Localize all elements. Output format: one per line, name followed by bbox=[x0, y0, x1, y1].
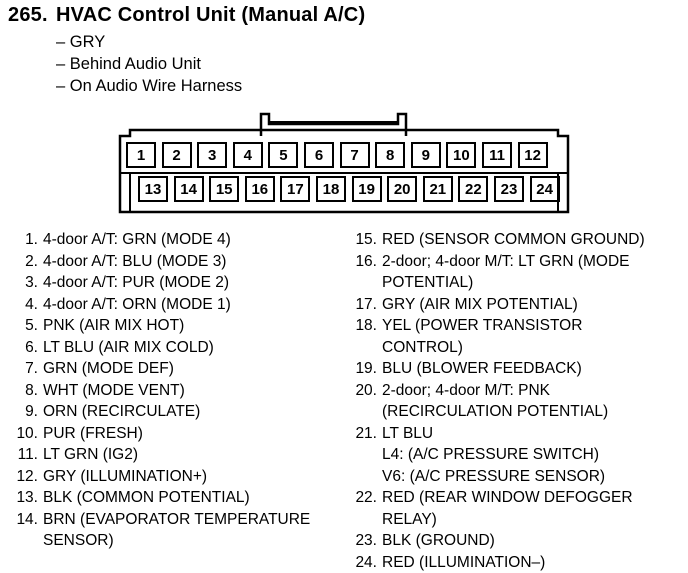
pin-item-4 bbox=[10, 294, 340, 316]
pin-cell-9: 9 bbox=[411, 142, 441, 168]
pin-description-line: L4: (A/C PRESSURE SWITCH) bbox=[382, 444, 683, 466]
pin-item-3 bbox=[10, 272, 340, 294]
pin-cell-1: 1 bbox=[126, 142, 156, 168]
pin-cell-8: 8 bbox=[375, 142, 405, 168]
pin-description bbox=[43, 251, 340, 273]
pin-description-line: GRY (AIR MIX POTENTIAL) bbox=[382, 294, 683, 316]
pin-cell-3: 3 bbox=[197, 142, 227, 168]
detail-location: – Behind Audio Unit bbox=[56, 53, 242, 75]
pin-number: 10. bbox=[10, 423, 43, 445]
pin-item-23 bbox=[353, 530, 683, 552]
pin-description bbox=[43, 358, 340, 380]
pin-description bbox=[43, 423, 340, 445]
pin-description-line: ORN (RECIRCULATE) bbox=[43, 401, 340, 423]
pin-description-line: RELAY) bbox=[382, 509, 683, 531]
pin-number: 19. bbox=[353, 358, 382, 380]
pin-number: 3. bbox=[10, 272, 43, 294]
pin-description-line: WHT (MODE VENT) bbox=[43, 380, 340, 402]
pin-item-9 bbox=[10, 401, 340, 423]
pin-description-line: LT BLU (AIR MIX COLD) bbox=[43, 337, 340, 359]
pin-description bbox=[43, 272, 340, 294]
pin-cell-23: 23 bbox=[494, 176, 524, 202]
pin-item-17 bbox=[353, 294, 683, 316]
pin-description bbox=[382, 315, 683, 358]
pin-cell-2: 2 bbox=[162, 142, 192, 168]
pin-description-line: PNK (AIR MIX HOT) bbox=[43, 315, 340, 337]
pin-cell-4: 4 bbox=[233, 142, 263, 168]
pin-description bbox=[382, 487, 683, 530]
pin-item-20 bbox=[353, 380, 683, 423]
pin-number: 21. bbox=[353, 423, 382, 488]
pin-description bbox=[43, 337, 340, 359]
detail-color: – GRY bbox=[56, 31, 242, 53]
pin-number: 14. bbox=[10, 509, 43, 552]
pin-description-line: BLK (COMMON POTENTIAL) bbox=[43, 487, 340, 509]
pin-description-line: BLU (BLOWER FEEDBACK) bbox=[382, 358, 683, 380]
pin-list-right bbox=[353, 229, 683, 573]
pin-description bbox=[382, 530, 683, 552]
pin-number: 6. bbox=[10, 337, 43, 359]
pin-number: 4. bbox=[10, 294, 43, 316]
pin-item-14 bbox=[10, 509, 340, 552]
pin-cell-15: 15 bbox=[209, 176, 239, 202]
pin-description-line: RED (SENSOR COMMON GROUND) bbox=[382, 229, 683, 251]
pin-item-18 bbox=[353, 315, 683, 358]
pin-cell-17: 17 bbox=[280, 176, 310, 202]
pin-number: 23. bbox=[353, 530, 382, 552]
pin-description bbox=[43, 509, 340, 552]
pin-cell-10: 10 bbox=[446, 142, 476, 168]
pin-cell-5: 5 bbox=[268, 142, 298, 168]
pin-description-line: 2-door; 4-door M/T: PNK bbox=[382, 380, 683, 402]
pin-cell-18: 18 bbox=[316, 176, 346, 202]
pin-item-5 bbox=[10, 315, 340, 337]
pin-description-line: 4-door A/T: ORN (MODE 1) bbox=[43, 294, 340, 316]
pin-number: 17. bbox=[353, 294, 382, 316]
pin-item-2 bbox=[10, 251, 340, 273]
pin-description bbox=[43, 315, 340, 337]
pin-number: 8. bbox=[10, 380, 43, 402]
pin-description-line: 4-door A/T: BLU (MODE 3) bbox=[43, 251, 340, 273]
pin-description bbox=[382, 423, 683, 488]
pin-description-line: BLK (GROUND) bbox=[382, 530, 683, 552]
pin-cell-14: 14 bbox=[174, 176, 204, 202]
page-title bbox=[8, 4, 365, 27]
pin-cell-12: 12 bbox=[518, 142, 548, 168]
pin-item-1 bbox=[10, 229, 340, 251]
pin-number: 1. bbox=[10, 229, 43, 251]
pin-description bbox=[382, 294, 683, 316]
pin-item-21 bbox=[353, 423, 683, 488]
pin-item-19 bbox=[353, 358, 683, 380]
pin-description-line: POTENTIAL) bbox=[382, 272, 683, 294]
pin-number: 15. bbox=[353, 229, 382, 251]
pin-description-line: RED (REAR WINDOW DEFOGGER bbox=[382, 487, 683, 509]
pin-description-line: LT GRN (IG2) bbox=[43, 444, 340, 466]
pin-cell-11: 11 bbox=[482, 142, 512, 168]
pin-cell-7: 7 bbox=[340, 142, 370, 168]
pin-description-line: 4-door A/T: GRN (MODE 4) bbox=[43, 229, 340, 251]
pin-description-line: CONTROL) bbox=[382, 337, 683, 359]
pin-item-12 bbox=[10, 466, 340, 488]
pin-description bbox=[43, 229, 340, 251]
pin-number: 18. bbox=[353, 315, 382, 358]
pin-description bbox=[43, 466, 340, 488]
title-text: HVAC Control Unit (Manual A/C) bbox=[56, 4, 365, 26]
pin-cell-19: 19 bbox=[352, 176, 382, 202]
pin-description-line: GRY (ILLUMINATION+) bbox=[43, 466, 340, 488]
pin-number: 2. bbox=[10, 251, 43, 273]
pin-description-line: BRN (EVAPORATOR TEMPERATURE bbox=[43, 509, 340, 531]
pin-description-line: V6: (A/C PRESSURE SENSOR) bbox=[382, 466, 683, 488]
pin-description-line: YEL (POWER TRANSISTOR bbox=[382, 315, 683, 337]
pin-item-11 bbox=[10, 444, 340, 466]
pin-description bbox=[382, 229, 683, 251]
pin-description bbox=[43, 401, 340, 423]
pin-description bbox=[43, 294, 340, 316]
pin-description-line: 2-door; 4-door M/T: LT GRN (MODE bbox=[382, 251, 683, 273]
pin-number: 12. bbox=[10, 466, 43, 488]
pin-list-left bbox=[10, 229, 340, 552]
pin-number: 9. bbox=[10, 401, 43, 423]
pin-number: 5. bbox=[10, 315, 43, 337]
pin-number: 11. bbox=[10, 444, 43, 466]
pin-number: 24. bbox=[353, 552, 382, 573]
pin-cell-24: 24 bbox=[530, 176, 560, 202]
pin-description bbox=[43, 487, 340, 509]
pin-number: 20. bbox=[353, 380, 382, 423]
pin-description-line: LT BLU bbox=[382, 423, 683, 445]
pin-description-line: GRN (MODE DEF) bbox=[43, 358, 340, 380]
pin-cell-22: 22 bbox=[458, 176, 488, 202]
pin-cell-6: 6 bbox=[304, 142, 334, 168]
pin-description-line: SENSOR) bbox=[43, 530, 340, 552]
pin-description bbox=[43, 444, 340, 466]
pin-description-line: PUR (FRESH) bbox=[43, 423, 340, 445]
pin-item-7 bbox=[10, 358, 340, 380]
pin-item-8 bbox=[10, 380, 340, 402]
pin-description-line: (RECIRCULATION POTENTIAL) bbox=[382, 401, 683, 423]
pin-description-line: RED (ILLUMINATION–) bbox=[382, 552, 683, 573]
pin-item-15 bbox=[353, 229, 683, 251]
pin-cell-16: 16 bbox=[245, 176, 275, 202]
pin-cell-21: 21 bbox=[423, 176, 453, 202]
pin-description bbox=[382, 380, 683, 423]
pin-item-6 bbox=[10, 337, 340, 359]
pin-cell-13: 13 bbox=[138, 176, 168, 202]
pin-description bbox=[382, 358, 683, 380]
pin-item-22 bbox=[353, 487, 683, 530]
pin-number: 7. bbox=[10, 358, 43, 380]
section-number: 265. bbox=[8, 4, 56, 27]
detail-harness: – On Audio Wire Harness bbox=[56, 75, 242, 97]
pin-description bbox=[382, 251, 683, 294]
pin-number: 16. bbox=[353, 251, 382, 294]
pin-item-10 bbox=[10, 423, 340, 445]
pin-item-16 bbox=[353, 251, 683, 294]
pin-cell-20: 20 bbox=[387, 176, 417, 202]
pin-item-13 bbox=[10, 487, 340, 509]
pin-description-line: 4-door A/T: PUR (MODE 2) bbox=[43, 272, 340, 294]
connector-diagram bbox=[118, 110, 570, 214]
connector-details bbox=[56, 31, 242, 97]
pin-number: 13. bbox=[10, 487, 43, 509]
pin-number: 22. bbox=[353, 487, 382, 530]
pin-description bbox=[43, 380, 340, 402]
